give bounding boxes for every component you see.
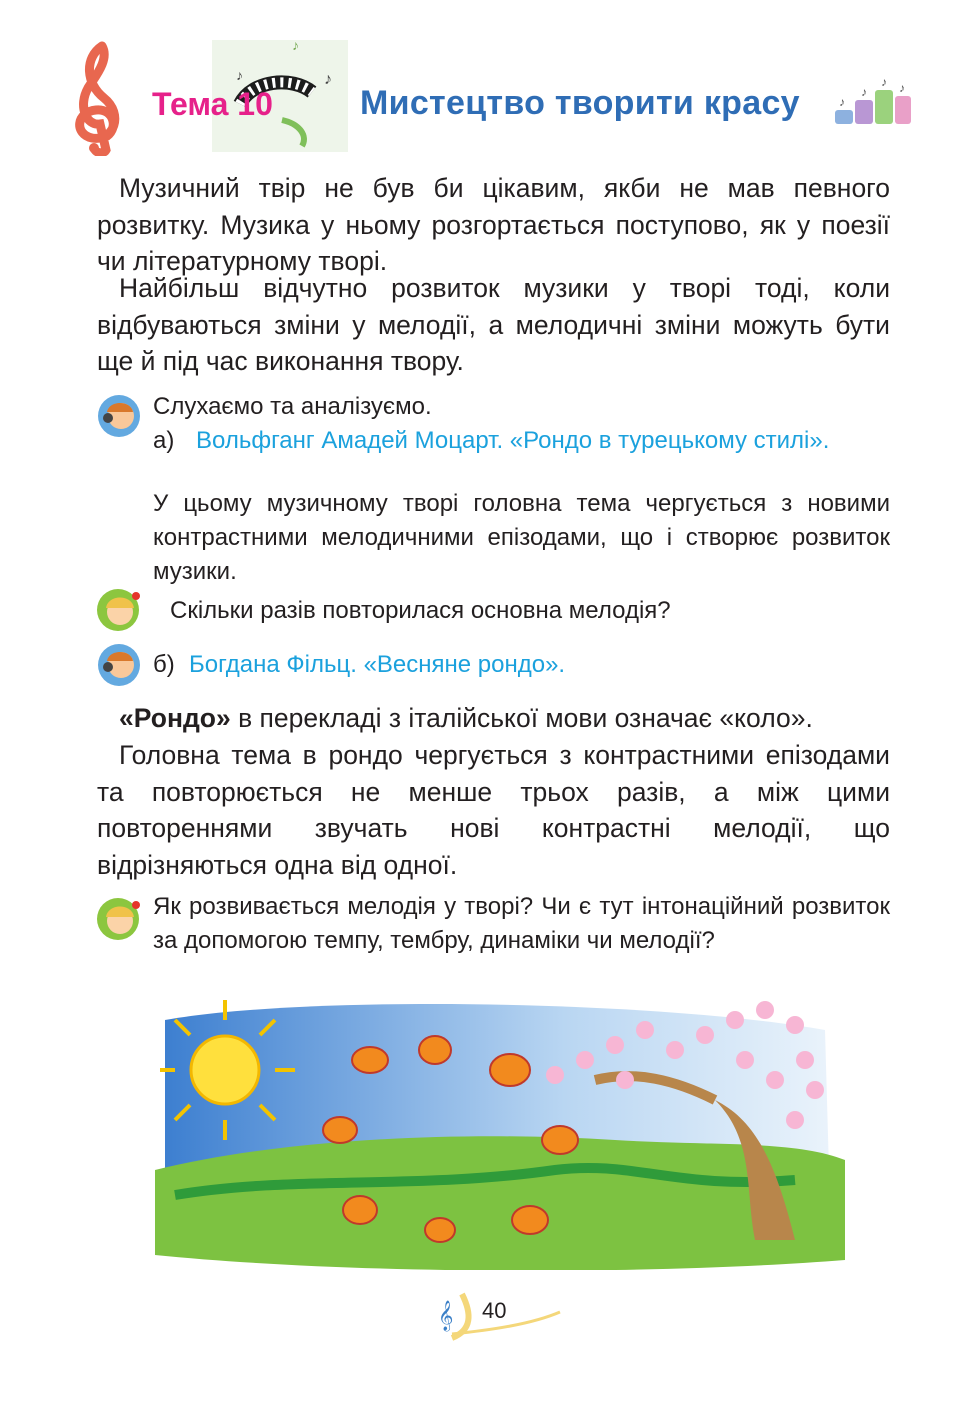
topic-label: Тема 10 — [152, 86, 273, 122]
item-a-description: У цьому музичному творі головна тема чергується з новими контрастними мелодичними епізодами, що і створює розвиток музики. — [153, 490, 890, 585]
item-b-title: Богдана Фільц. «Весняне рондо». — [189, 651, 566, 678]
listening-heading: Слухаємо та аналізуємо. — [153, 393, 432, 420]
spring-illustration — [155, 990, 845, 1270]
svg-text:♪: ♪ — [292, 40, 299, 53]
svg-text:𝄞: 𝄞 — [438, 1300, 454, 1330]
music-stairs-icon — [833, 76, 913, 126]
svg-text:♪: ♪ — [839, 95, 845, 109]
item-a-title: Вольфганг Амадей Моцарт. «Рондо в турецькому стилі». — [196, 427, 830, 454]
definition-text: в перекладі з італійської мови означає «коло». — [230, 703, 813, 733]
definition-term: «Рондо» — [119, 703, 231, 733]
headphones-kid-icon — [97, 643, 141, 687]
definition-paragraph: Головна тема в рондо чергується з контрастними епізодами та повторюється не менше трьох разів, а між цими повтореннями звучать нові контрастні мелодії, що відрізняються одна від одної. — [97, 740, 890, 880]
definition-line — [97, 700, 890, 737]
question-2: Як розвивається мелодія у творі? Чи є тут інтонаційний розвиток за допомогою темпу, тембру, динаміки чи мелодії? — [153, 893, 890, 954]
svg-text:♪: ♪ — [881, 76, 887, 89]
svg-text:♪: ♪ — [324, 71, 332, 88]
treble-clef-icon — [64, 38, 134, 156]
intro-paragraph-2: Найбільш відчутно розвиток музики у творі тоді, коли відбуваються зміни у мелодії, а мелодичні зміни можуть бути ще й під час виконання твору. — [97, 273, 890, 376]
thinking-kid-icon — [96, 588, 140, 632]
headphones-kid-icon — [97, 394, 141, 438]
page-title: Мистецтво творити красу — [360, 84, 800, 122]
svg-text:♪: ♪ — [899, 81, 905, 95]
item-b-marker: б) — [153, 651, 175, 678]
svg-text:♪: ♪ — [861, 85, 867, 99]
question-1: Скільки разів повторилася основна мелодія? — [170, 597, 671, 624]
item-a-marker: а) — [153, 427, 175, 454]
page-number: 40 — [482, 1298, 507, 1323]
svg-text:♪: ♪ — [236, 67, 243, 83]
intro-paragraph-1: Музичний твір не був би цікавим, якби не мав певного розвитку. Музика у ньому розгортається поступово, як у поезії чи літературному творі. — [97, 173, 890, 276]
thinking-kid-icon — [96, 897, 140, 941]
